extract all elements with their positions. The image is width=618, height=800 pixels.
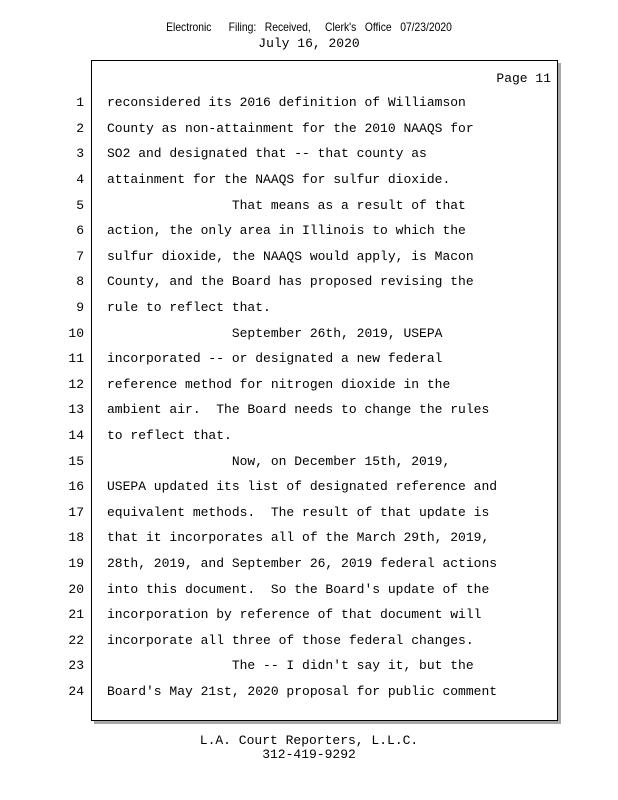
- line-number: 22: [68, 633, 84, 648]
- line-number: 23: [68, 658, 84, 673]
- line-text: rule to reflect that.: [107, 300, 271, 315]
- line-text: incorporation by reference of that document will: [107, 607, 482, 622]
- reporter-company: L.A. Court Reporters, L.L.C.: [199, 733, 419, 748]
- line-number: 3: [76, 146, 84, 161]
- line-text: sulfur dioxide, the NAAQS would apply, is Macon: [107, 249, 474, 264]
- line-text: to reflect that.: [107, 428, 232, 443]
- line-number: 7: [76, 249, 84, 264]
- line-text: action, the only area in Illinois to which the: [107, 223, 466, 238]
- line-text: 28th, 2019, and September 26, 2019 federal actions: [107, 556, 498, 571]
- line-text: reference method for nitrogen dioxide in the: [107, 377, 451, 392]
- line-number: 16: [68, 479, 84, 494]
- transcript-date: July 16, 2020: [258, 36, 360, 51]
- line-number: 24: [68, 684, 84, 699]
- line-number: 6: [76, 223, 84, 238]
- line-text: equivalent methods. The result of that update is: [107, 505, 490, 520]
- line-text: SO2 and designated that -- that county as: [107, 146, 427, 161]
- filing-stamp: Electronic Filing: Received, Clerk's Office 07/23/2020: [166, 20, 452, 34]
- line-text: County, and the Board has proposed revising the: [107, 274, 474, 289]
- line-text: Board's May 21st, 2020 proposal for public comment: [107, 684, 498, 699]
- line-text: into this document. So the Board's update of the: [107, 582, 490, 597]
- line-text: incorporated -- or designated a new federal: [107, 351, 443, 366]
- line-text: Now, on December 15th, 2019,: [107, 454, 451, 469]
- line-number: 5: [76, 198, 84, 213]
- line-number: 20: [68, 582, 84, 597]
- line-number: 19: [68, 556, 84, 571]
- line-number: 17: [68, 505, 84, 520]
- line-number: 18: [68, 530, 84, 545]
- line-text: reconsidered its 2016 definition of Williamson: [107, 95, 466, 110]
- line-number: 11: [68, 351, 84, 366]
- line-text: ambient air. The Board needs to change the rules: [107, 402, 490, 417]
- line-number: 1: [76, 95, 84, 110]
- line-number: 13: [68, 402, 84, 417]
- line-text: County as non-attainment for the 2010 NAAQS for: [107, 121, 474, 136]
- line-number: 2: [76, 121, 84, 136]
- line-number: 4: [76, 172, 84, 187]
- page-number: Page 11: [496, 71, 551, 86]
- line-text: that it incorporates all of the March 29th, 2019,: [107, 530, 490, 545]
- line-text: The -- I didn't say it, but the: [107, 658, 474, 673]
- line-number: 14: [68, 428, 84, 443]
- line-text: attainment for the NAAQS for sulfur dioxide.: [107, 172, 451, 187]
- line-number: 15: [68, 454, 84, 469]
- line-number: 9: [76, 300, 84, 315]
- line-text: USEPA updated its list of designated reference and: [107, 479, 498, 494]
- line-number: 10: [68, 326, 84, 341]
- line-number: 8: [76, 274, 84, 289]
- reporter-phone: 312-419-9292: [262, 747, 356, 762]
- line-text: September 26th, 2019, USEPA: [107, 326, 443, 341]
- line-number: 21: [68, 607, 84, 622]
- line-number: 12: [68, 377, 84, 392]
- line-text: incorporate all three of those federal changes.: [107, 633, 474, 648]
- line-text: That means as a result of that: [107, 198, 466, 213]
